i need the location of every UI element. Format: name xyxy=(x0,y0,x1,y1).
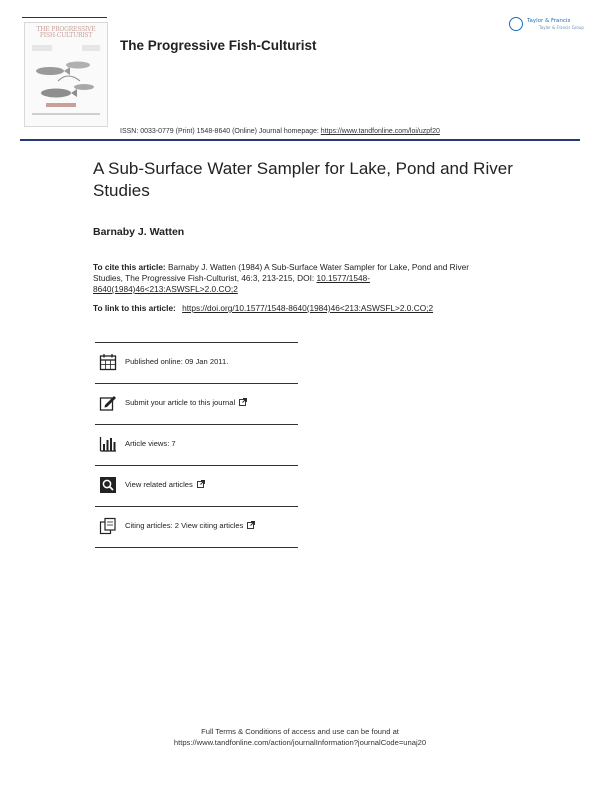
article-title: A Sub-Surface Water Sampler for Lake, Pond and River Studies xyxy=(93,159,513,200)
citing-articles-icon xyxy=(99,517,117,535)
journal-name[interactable]: The Progressive Fish-Culturist xyxy=(120,38,317,53)
submit-pencil-icon xyxy=(99,394,117,412)
search-related-icon xyxy=(99,476,117,494)
cite-text: Barnaby J. Watten (1984) A Sub-Surface Water Sampler for Lake, Pond and River Studies, The Progressive Fish-Culturist, 46:3, 213-215, DOI: xyxy=(93,262,470,283)
issn-text: ISSN: 0033-0779 (Print) 1548-8640 (Online) Journal homepage: xyxy=(120,128,319,135)
publisher-logo[interactable] xyxy=(509,15,585,39)
citing-articles-label: Citing articles: 2 View citing articles xyxy=(125,521,244,530)
submit-article-label: Submit your article to this journal xyxy=(125,398,236,407)
link-label: To link to this article: xyxy=(93,303,176,313)
article-author: Barnaby J. Watten xyxy=(93,226,185,238)
publisher-name: Taylor & Francis xyxy=(527,18,571,24)
list-item-citing[interactable] xyxy=(95,507,298,548)
cite-doi-link[interactable]: 10.1577/1548-8640(1984)46<213:ASWSFL>2.0.CO;2 xyxy=(93,273,371,294)
list-item-published xyxy=(95,342,298,384)
cover-top-rule xyxy=(22,17,107,18)
journal-homepage-link[interactable]: https://www.tandfonline.com/loi/uzpf20 xyxy=(320,128,440,135)
calendar-icon xyxy=(99,353,117,371)
footer-line1: Full Terms & Conditions of access and use can be found at xyxy=(201,727,399,736)
footer-terms xyxy=(0,726,600,748)
cover-title-line1: THE PROGRESSIVE xyxy=(36,26,96,33)
external-link-icon xyxy=(197,480,205,488)
view-related-label: View related articles xyxy=(125,480,193,489)
footer-terms-link[interactable]: https://www.tandfonline.com/action/journalInformation?journalCode=unaj20 xyxy=(173,738,427,747)
publisher-group: Taylor & Francis Group xyxy=(539,25,584,30)
header-divider xyxy=(20,139,580,141)
citing-articles-link[interactable] xyxy=(125,521,255,530)
journal-cover-thumbnail[interactable] xyxy=(24,22,108,127)
citation-block xyxy=(93,262,493,295)
external-link-icon xyxy=(239,398,247,406)
issn-line xyxy=(120,128,440,135)
list-item-related[interactable] xyxy=(95,466,298,507)
article-doi-link[interactable]: https://doi.org/10.1577/1548-8640(1984)46<213:ASWSFL>2.0.CO;2 xyxy=(182,303,434,313)
article-views-text: Article views: 7 xyxy=(125,439,176,448)
list-item-views xyxy=(95,425,298,466)
cover-title-line2: FISH-CULTURIST xyxy=(39,32,93,39)
external-link-icon xyxy=(247,521,255,529)
article-link-block xyxy=(93,303,433,313)
view-related-link[interactable] xyxy=(125,480,205,489)
published-online-text: Published online: 09 Jan 2011. xyxy=(125,357,229,366)
submit-article-link[interactable] xyxy=(125,398,247,407)
bar-chart-icon xyxy=(99,435,117,453)
cover-title xyxy=(28,27,104,39)
publisher-ring-icon xyxy=(509,17,523,31)
article-metrics-list xyxy=(95,342,298,548)
list-item-submit[interactable] xyxy=(95,384,298,425)
cite-label: To cite this article: xyxy=(93,262,166,272)
cover-fish-illustration xyxy=(28,41,104,121)
